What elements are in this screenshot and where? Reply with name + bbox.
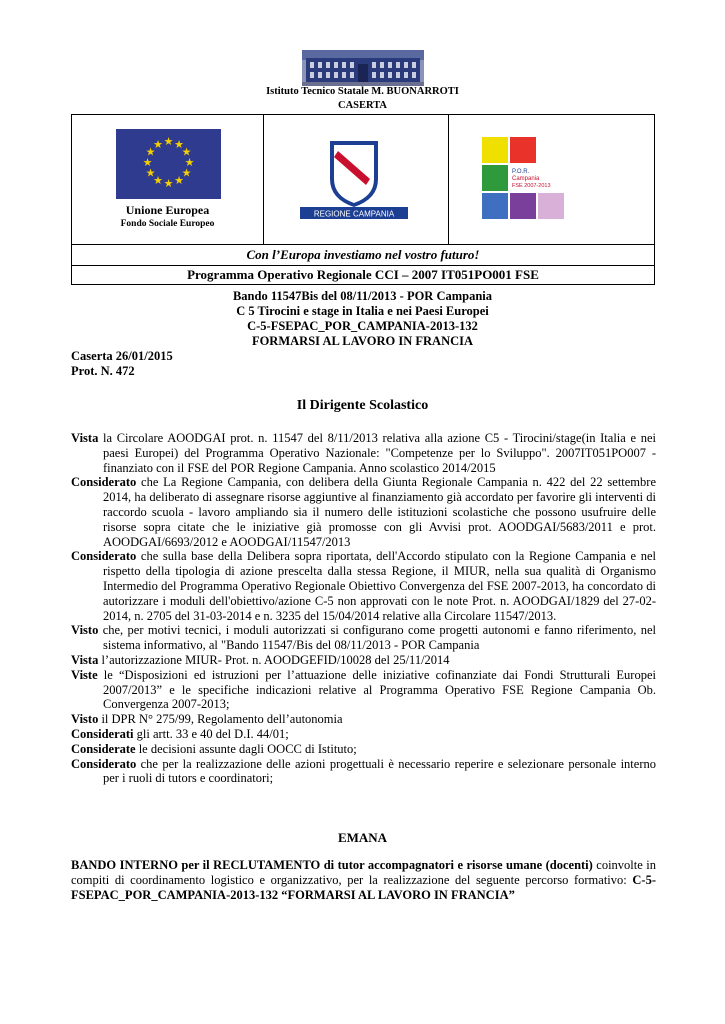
final-bold-tail: C-5-FSEPAC_POR_CAMPANIA-2013-132 “FORMARSI AL LAVORO IN FRANCIA” (71, 873, 656, 902)
por-line-3: FSE 2007-2013 (512, 183, 551, 189)
slogan: Con l’Europa investiamo nel vostro futuro! (246, 247, 480, 262)
bando-line: FORMARSI AL LAVORO IN FRANCIA (251, 334, 474, 348)
clause-text: la Circolare AOODGAI prot. n. 11547 del 8/11/2013 relativa alla azione C5 - Tirocini/stage(in Italia e nei paesi Europei) del Programma Operativo Nazionale: "Competenze per lo Sviluppo". 2007IT051PO007 - finanziato con il FSE del POR Regione Campania. Anno scolastico 2014/2015 (98, 431, 656, 475)
clause (71, 653, 656, 668)
svg-text:★: ★ (184, 156, 195, 169)
clause (71, 727, 656, 742)
clause-key: Visto (71, 712, 99, 727)
date-line: Caserta 26/01/2015 (71, 349, 173, 363)
clause (71, 742, 656, 757)
regione-campania-logo (300, 139, 408, 219)
clause (71, 431, 656, 475)
svg-text:★: ★ (174, 174, 184, 187)
bando-heading (0, 289, 725, 349)
clause-text: che sulla base della Delibera sopra riportata, dell'Accordo stipulato con la Regione Campania e nel rispetto della tipologia di azione prescelta dalla stessa Regione, il MIUR, nella sua qualità di Organismo Intermedio del Programma Operativo Regionale Obiettivo Convergenza del FSE 2007-2013, ha concordato di autorizzare i moduli dell'obiettivo/azione C-5 non approvati con le note Prot. n. AOODGAI/1829 del 27-02-2014, n. 2705 del 31-03-2014 e n. 3235 del 15/04/2014 relative alla Circolare 11547/2013. (103, 549, 656, 623)
clause-key: Visto (71, 623, 99, 638)
svg-text:★: ★ (142, 156, 153, 169)
clause-key: Vista (71, 431, 99, 445)
por-line-2: Campania (512, 176, 540, 182)
clause-text: le decisioni assunte dagli OOCC di Istituto; (135, 741, 357, 756)
protocol-number: Prot. N. 472 (71, 364, 135, 378)
clause (71, 549, 656, 623)
school-city: CASERTA (337, 100, 388, 111)
clause (71, 712, 656, 727)
clause (71, 757, 656, 787)
svg-text:★: ★ (174, 138, 184, 151)
clause-text: le “Disposizioni ed istruzioni per l’attuazione delle iniziative cofinanziate dai Fondi Strutturali Europei 2007/2013” e le specifiche indicazioni relative al Programma Operativo FSE Regione Campania Ob. Convergenza 2007-2013; (97, 667, 656, 712)
svg-text:★: ★ (181, 145, 192, 159)
final-text: coinvolte in compiti di coordinamento logistico e organizzativo, per la realizzazione del seguente percorso formativo: (71, 858, 656, 887)
program-title: Programma Operativo Regionale CCI – 2007 IT051PO001 FSE (187, 267, 539, 282)
regione-label: REGIONE CAMPANIA (313, 209, 395, 219)
svg-text:★: ★ (153, 174, 163, 187)
clause-key: Viste (71, 667, 98, 682)
clause-key: Considerato (71, 475, 137, 490)
emana-heading: EMANA (337, 830, 388, 845)
final-paragraph (71, 858, 656, 903)
bando-line: C-5-FSEPAC_POR_CAMPANIA-2013-132 (247, 319, 478, 333)
svg-text:★: ★ (163, 135, 174, 148)
clause (71, 623, 656, 653)
clause-text: l’autorizzazione MIUR- Prot. n. AOODGEFID/10028 del 25/11/2014 (98, 652, 450, 667)
document-title: Il Dirigente Scolastico (296, 398, 429, 413)
bando-line: C 5 Tirocini e stage in Italia e nei Paesi Europei (236, 304, 489, 318)
svg-text:★: ★ (163, 177, 174, 190)
eu-flag-icon (116, 129, 221, 199)
school-name: Istituto Tecnico Statale M. BUONARROTI (266, 86, 459, 97)
eu-subtitle: Fondo Sociale Europeo (120, 219, 215, 229)
svg-text:★: ★ (145, 166, 156, 180)
logo-table (71, 114, 655, 285)
final-bold-lead: BANDO INTERNO per il RECLUTAMENTO di tutor accompagnatori e risorse umane (docenti) (71, 858, 593, 872)
divider (448, 115, 449, 244)
bando-line: Bando 11547Bis del 08/11/2013 - POR Campania (232, 289, 493, 303)
clause-text: gli artt. 33 e 40 del D.I. 44/01; (133, 726, 289, 741)
clause-key: Considerato (71, 549, 137, 564)
clause-text: il DPR N° 275/99, Regolamento dell’autonomia (98, 712, 343, 727)
por-campania-logo (482, 137, 572, 221)
clause-text: che per la realizzazione delle azioni progettuali è necessario reperire e selezionare personale interno per i ruoli di tutors e coordinatori; (103, 756, 656, 786)
svg-text:★: ★ (153, 138, 163, 151)
eu-title: Unione Europea (125, 203, 210, 217)
clause (71, 475, 656, 549)
svg-text:★: ★ (145, 145, 156, 159)
clause-text: che La Regione Campania, con delibera della Giunta Regionale Campania n. 422 del 22 settembre 2014, ha deliberato di assegnare risorse aggiuntive al finanziamento già accordato per favorire gli interventi di raccordo scuola - lavoro ampliando sia il numero delle istituzioni scolastiche che possono usufruire delle risorse sopra citate che le iniziative già promosse con gli Avvisi prot. AOODGAI/5683/2011 e prot. AOODGAI/6693/2012 e AOODGAI/11547/2013 (103, 475, 656, 549)
clause-key: Vista (71, 652, 99, 667)
clause-key: Considerate (71, 741, 136, 756)
clause-text: che, per motivi tecnici, i moduli autorizzati si configurano come progetti autonomi e fanno riferimento, nel sistema informativo, al "Bando 11547/Bis del 08/11/2013 - POR Campania (98, 623, 656, 653)
svg-text:★: ★ (181, 166, 192, 180)
date-protocol (71, 349, 173, 379)
divider (263, 115, 264, 244)
school-building-image (302, 50, 424, 86)
por-line-1: P.O.R. (512, 169, 530, 175)
clause (71, 668, 656, 712)
clauses (71, 431, 656, 786)
clause-key: Considerati (71, 726, 134, 741)
clause-key: Considerato (71, 756, 137, 771)
